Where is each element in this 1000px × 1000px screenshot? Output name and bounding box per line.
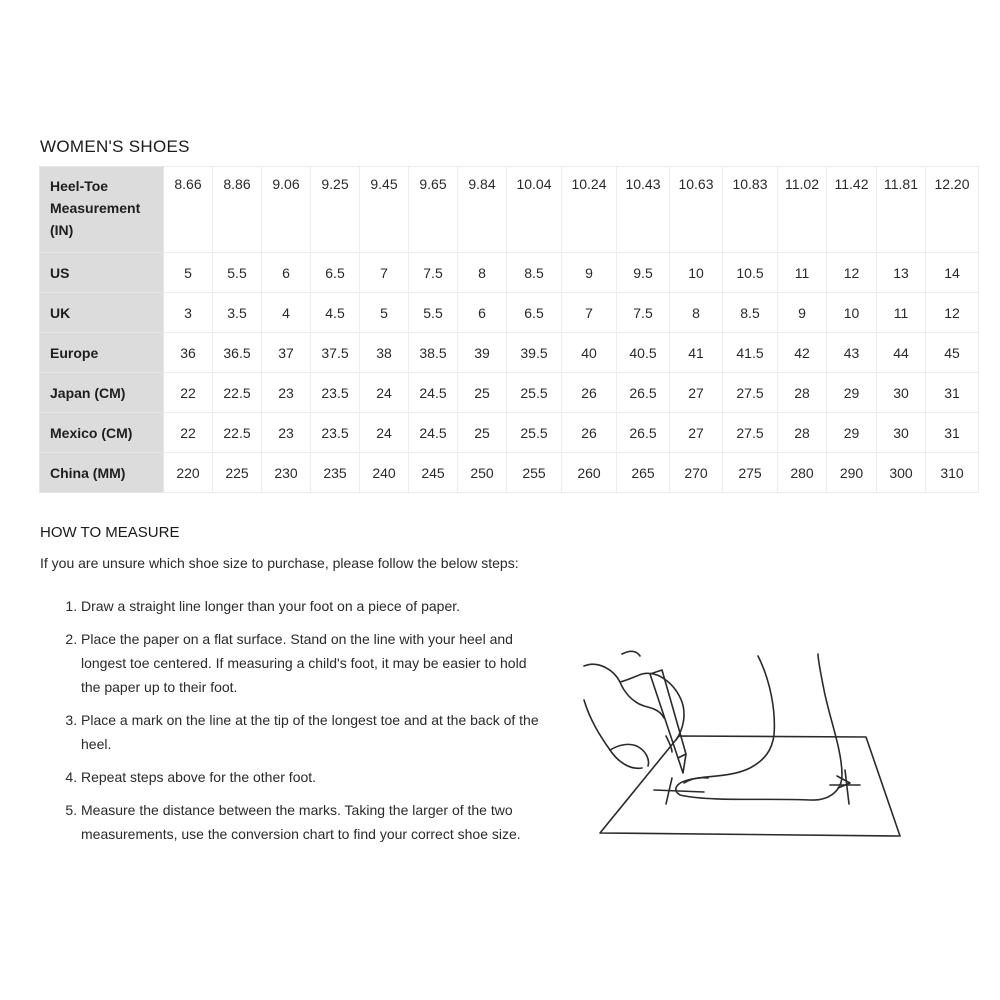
- row-label-cell: Japan (CM): [40, 373, 164, 413]
- size-value-cell: 22.5: [213, 373, 262, 413]
- row-label-cell: Europe: [40, 333, 164, 373]
- heel-toe-value-cell: 9.06: [262, 167, 311, 253]
- size-value-cell: 240: [360, 453, 409, 493]
- size-value-cell: 3.5: [213, 293, 262, 333]
- size-value-cell: 300: [877, 453, 926, 493]
- size-value-cell: 5.5: [213, 253, 262, 293]
- size-value-cell: 10: [827, 293, 877, 333]
- size-value-cell: 8: [670, 293, 723, 333]
- size-value-cell: 8: [458, 253, 507, 293]
- size-value-cell: 39: [458, 333, 507, 373]
- heel-toe-value-cell: 11.42: [827, 167, 877, 253]
- table-row: [40, 293, 979, 333]
- heel-toe-value-cell: 11.81: [877, 167, 926, 253]
- size-value-cell: 36: [164, 333, 213, 373]
- size-value-cell: 225: [213, 453, 262, 493]
- size-value-cell: 22.5: [213, 413, 262, 453]
- size-value-cell: 265: [617, 453, 670, 493]
- heel-toe-value-cell: 10.24: [562, 167, 617, 253]
- size-value-cell: 26: [562, 373, 617, 413]
- size-value-cell: 11: [778, 253, 827, 293]
- size-value-cell: 24: [360, 373, 409, 413]
- size-value-cell: 27: [670, 373, 723, 413]
- size-value-cell: 26: [562, 413, 617, 453]
- heel-toe-value-cell: 9.45: [360, 167, 409, 253]
- size-value-cell: 22: [164, 413, 213, 453]
- heel-toe-value-cell: 10.04: [507, 167, 562, 253]
- size-value-cell: 10: [670, 253, 723, 293]
- size-value-cell: 24.5: [409, 413, 458, 453]
- size-value-cell: 8.5: [507, 253, 562, 293]
- measure-step: 1. Draw a straight line longer than your foot on a piece of paper.: [81, 594, 541, 618]
- how-to-measure-title: HOW TO MEASURE: [40, 524, 180, 541]
- size-value-cell: 310: [926, 453, 979, 493]
- size-value-cell: 45: [926, 333, 979, 373]
- size-value-cell: 43: [827, 333, 877, 373]
- size-value-cell: 30: [877, 373, 926, 413]
- size-value-cell: 25: [458, 373, 507, 413]
- size-value-cell: 26.5: [617, 413, 670, 453]
- measure-step: 2. Place the paper on a flat surface. Stand on the line with your heel and longest toe centered. If measuring a child's foot, it may be easier to hold the paper up to their foot.: [81, 627, 541, 699]
- size-value-cell: 12: [926, 293, 979, 333]
- size-value-cell: 5.5: [409, 293, 458, 333]
- size-value-cell: 10.5: [723, 253, 778, 293]
- size-value-cell: 9: [562, 253, 617, 293]
- size-value-cell: 5: [164, 253, 213, 293]
- heel-toe-value-cell: 8.66: [164, 167, 213, 253]
- size-value-cell: 8.5: [723, 293, 778, 333]
- measure-step: 5. Measure the distance between the marks. Taking the larger of the two measurements, use the conversion chart to find your correct shoe size.: [81, 798, 541, 846]
- table-row: [40, 413, 979, 453]
- heel-toe-value-cell: 11.02: [778, 167, 827, 253]
- size-value-cell: 40.5: [617, 333, 670, 373]
- size-value-cell: 40: [562, 333, 617, 373]
- size-value-cell: 23: [262, 373, 311, 413]
- size-value-cell: 12: [827, 253, 877, 293]
- pen: [650, 670, 686, 758]
- measure-steps-list: [58, 594, 541, 855]
- size-value-cell: 290: [827, 453, 877, 493]
- header-label-line: Measurement: [50, 200, 141, 216]
- how-to-intro: If you are unsure which shoe size to purchase, please follow the below steps:: [40, 555, 519, 571]
- foot-measuring-illustration: [580, 640, 910, 850]
- size-value-cell: 39.5: [507, 333, 562, 373]
- heel-toe-value-cell: 9.65: [409, 167, 458, 253]
- heel-toe-value-cell: 9.25: [311, 167, 360, 253]
- size-value-cell: 6.5: [311, 253, 360, 293]
- size-value-cell: 4.5: [311, 293, 360, 333]
- size-value-cell: 6.5: [507, 293, 562, 333]
- size-value-cell: 25.5: [507, 373, 562, 413]
- heel-toe-value-cell: 12.20: [926, 167, 979, 253]
- size-value-cell: 28: [778, 373, 827, 413]
- size-value-cell: 37: [262, 333, 311, 373]
- size-value-cell: 29: [827, 373, 877, 413]
- size-value-cell: 27.5: [723, 413, 778, 453]
- size-value-cell: 7.5: [617, 293, 670, 333]
- heel-mark: [845, 770, 849, 804]
- size-value-cell: 4: [262, 293, 311, 333]
- row-label-cell: UK: [40, 293, 164, 333]
- size-value-cell: 275: [723, 453, 778, 493]
- size-value-cell: 3: [164, 293, 213, 333]
- size-conversion-table: [39, 166, 979, 493]
- size-value-cell: 11: [877, 293, 926, 333]
- size-value-cell: 23.5: [311, 413, 360, 453]
- size-value-cell: 235: [311, 453, 360, 493]
- size-value-cell: 29: [827, 413, 877, 453]
- size-value-cell: 36.5: [213, 333, 262, 373]
- size-value-cell: 27: [670, 413, 723, 453]
- size-value-cell: 230: [262, 453, 311, 493]
- heel-toe-value-cell: 10.83: [723, 167, 778, 253]
- measure-step: 3. Place a mark on the line at the tip of the longest toe and at the back of the heel.: [81, 708, 541, 756]
- size-value-cell: 27.5: [723, 373, 778, 413]
- size-value-cell: 42: [778, 333, 827, 373]
- heel-toe-value-cell: 10.63: [670, 167, 723, 253]
- size-value-cell: 28: [778, 413, 827, 453]
- table-row: [40, 453, 979, 493]
- header-label-line: (IN): [50, 222, 74, 238]
- size-value-cell: 30: [877, 413, 926, 453]
- page-title: WOMEN'S SHOES: [40, 137, 190, 156]
- size-value-cell: 220: [164, 453, 213, 493]
- measure-step: 4. Repeat steps above for the other foot.: [81, 765, 541, 789]
- size-value-cell: 41: [670, 333, 723, 373]
- size-value-cell: 14: [926, 253, 979, 293]
- size-value-cell: 250: [458, 453, 507, 493]
- size-value-cell: 9.5: [617, 253, 670, 293]
- size-value-cell: 23.5: [311, 373, 360, 413]
- size-value-cell: 13: [877, 253, 926, 293]
- row-label-cell: China (MM): [40, 453, 164, 493]
- size-value-cell: 25: [458, 413, 507, 453]
- table-row: [40, 373, 979, 413]
- row-label-cell: Mexico (CM): [40, 413, 164, 453]
- paper-sheet: [600, 736, 900, 836]
- size-value-cell: 38.5: [409, 333, 458, 373]
- size-value-cell: 6: [458, 293, 507, 333]
- size-value-cell: 31: [926, 373, 979, 413]
- size-value-cell: 6: [262, 253, 311, 293]
- table-row: [40, 253, 979, 293]
- size-value-cell: 260: [562, 453, 617, 493]
- size-value-cell: 270: [670, 453, 723, 493]
- size-value-cell: 7: [360, 253, 409, 293]
- size-value-cell: 5: [360, 293, 409, 333]
- size-value-cell: 44: [877, 333, 926, 373]
- size-value-cell: 255: [507, 453, 562, 493]
- size-value-cell: 23: [262, 413, 311, 453]
- size-value-cell: 24: [360, 413, 409, 453]
- table-row: [40, 333, 979, 373]
- size-value-cell: 245: [409, 453, 458, 493]
- size-value-cell: 37.5: [311, 333, 360, 373]
- size-value-cell: 24.5: [409, 373, 458, 413]
- row-label-cell: US: [40, 253, 164, 293]
- size-value-cell: 31: [926, 413, 979, 453]
- size-value-cell: 280: [778, 453, 827, 493]
- size-value-cell: 26.5: [617, 373, 670, 413]
- heel-toe-header-cell: [40, 167, 164, 253]
- size-value-cell: 41.5: [723, 333, 778, 373]
- size-value-cell: 9: [778, 293, 827, 333]
- size-value-cell: 7.5: [409, 253, 458, 293]
- heel-toe-value-cell: 9.84: [458, 167, 507, 253]
- size-value-cell: 38: [360, 333, 409, 373]
- heel-toe-value-cell: 10.43: [617, 167, 670, 253]
- size-value-cell: 7: [562, 293, 617, 333]
- heel-toe-value-cell: 8.86: [213, 167, 262, 253]
- table-header-row: [40, 167, 979, 253]
- size-value-cell: 22: [164, 373, 213, 413]
- size-value-cell: 25.5: [507, 413, 562, 453]
- header-label-line: Heel-Toe: [50, 178, 109, 194]
